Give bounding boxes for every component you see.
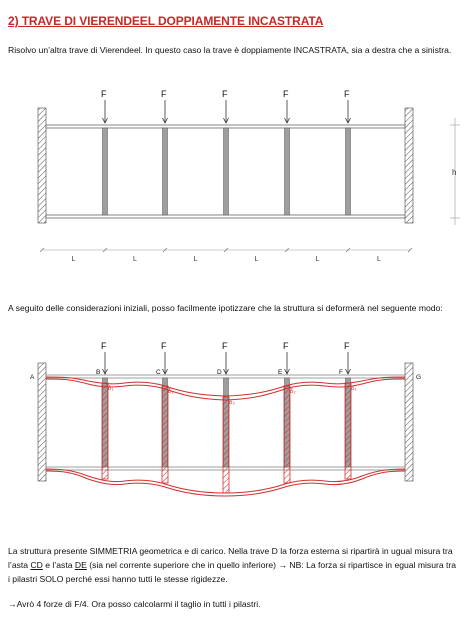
forces <box>101 341 351 374</box>
force-label: F <box>283 89 289 99</box>
node-label: B <box>96 369 101 376</box>
column <box>224 128 229 215</box>
force-label: F <box>101 89 107 99</box>
member-de: DE <box>74 560 87 570</box>
deformed-column <box>162 386 168 483</box>
span-label: L <box>254 256 259 263</box>
deformed-column <box>284 386 290 483</box>
truss-diagram <box>0 80 474 270</box>
intro-text: Risolvo un’altra trave di Vierendeel. In questo caso la trave è doppiamente INCASTRATA, sia a destra che a sinistra. <box>8 45 452 55</box>
top-chord <box>46 125 405 128</box>
column <box>285 128 290 215</box>
deformed-column <box>345 383 351 479</box>
span-label: L <box>193 256 198 263</box>
node-label: F <box>339 369 343 376</box>
deformed-column <box>102 383 108 479</box>
deformed-truss-diagram <box>0 333 474 503</box>
force-label: F <box>344 89 350 99</box>
force-label: F <box>283 341 289 351</box>
page-title: 2) TRAVE DI VIERENDEEL DOPPIAMENTE INCASTRATA <box>8 14 324 28</box>
delta-label: δ₃ <box>229 400 235 406</box>
column <box>346 128 351 215</box>
middle-text: A seguito delle considerazioni iniziali, posso facilmente ipotizzare che la struttura si deformerà nel seguente modo: <box>8 303 443 313</box>
right-fixed-support <box>405 108 413 223</box>
deformed-columns <box>102 383 351 493</box>
delta-label: δ₁ <box>108 386 114 392</box>
force-label: F <box>101 341 107 351</box>
force-label: F <box>344 341 350 351</box>
node-label: A <box>30 374 35 381</box>
force-label: F <box>161 89 167 99</box>
columns <box>103 128 351 215</box>
conclusion-line-2: l’asta CD e l’asta DE (sia nel corrente superiore che in quello inferiore) → NB: La forza si ripartisce in egual misura tra <box>8 560 457 570</box>
span-label: L <box>315 256 320 263</box>
delta-label: δ₂ <box>290 389 296 395</box>
node-label: G <box>416 374 422 381</box>
force-label: F <box>161 341 167 351</box>
node-label: D <box>217 369 222 376</box>
column <box>163 128 168 215</box>
delta-label: δ₁ <box>351 386 357 392</box>
bottom-chord <box>46 215 405 218</box>
left-fixed-support <box>38 108 46 223</box>
delta-label: δ₂ <box>168 389 174 395</box>
right-fixed-support <box>405 363 413 481</box>
conclusion-line-1: La struttura presente SIMMETRIA geometrica e di carico. Nella trave D la forza esterna si ripartirà in ugual misura tra <box>8 546 453 556</box>
span-label: L <box>377 256 381 263</box>
conclusion-line-3: i pilastri SOLO perché essi hanno tutti le stesse rigidezze. <box>8 574 228 584</box>
span-label: L <box>71 256 76 263</box>
node-label: E <box>278 369 283 376</box>
column <box>103 128 108 215</box>
height-label: h <box>452 168 457 177</box>
member-cd: CD <box>30 560 43 570</box>
span-label: L <box>133 256 137 263</box>
force-label: F <box>222 341 228 351</box>
final-note: →Avrò 4 forze di F/4. Ora posso calcolarmi il taglio in tutti i pilastri. <box>8 599 261 609</box>
node-label: C <box>156 369 161 376</box>
left-fixed-support <box>38 363 46 481</box>
forces <box>101 89 351 123</box>
force-label: F <box>222 89 228 99</box>
deformed-column <box>223 397 229 493</box>
